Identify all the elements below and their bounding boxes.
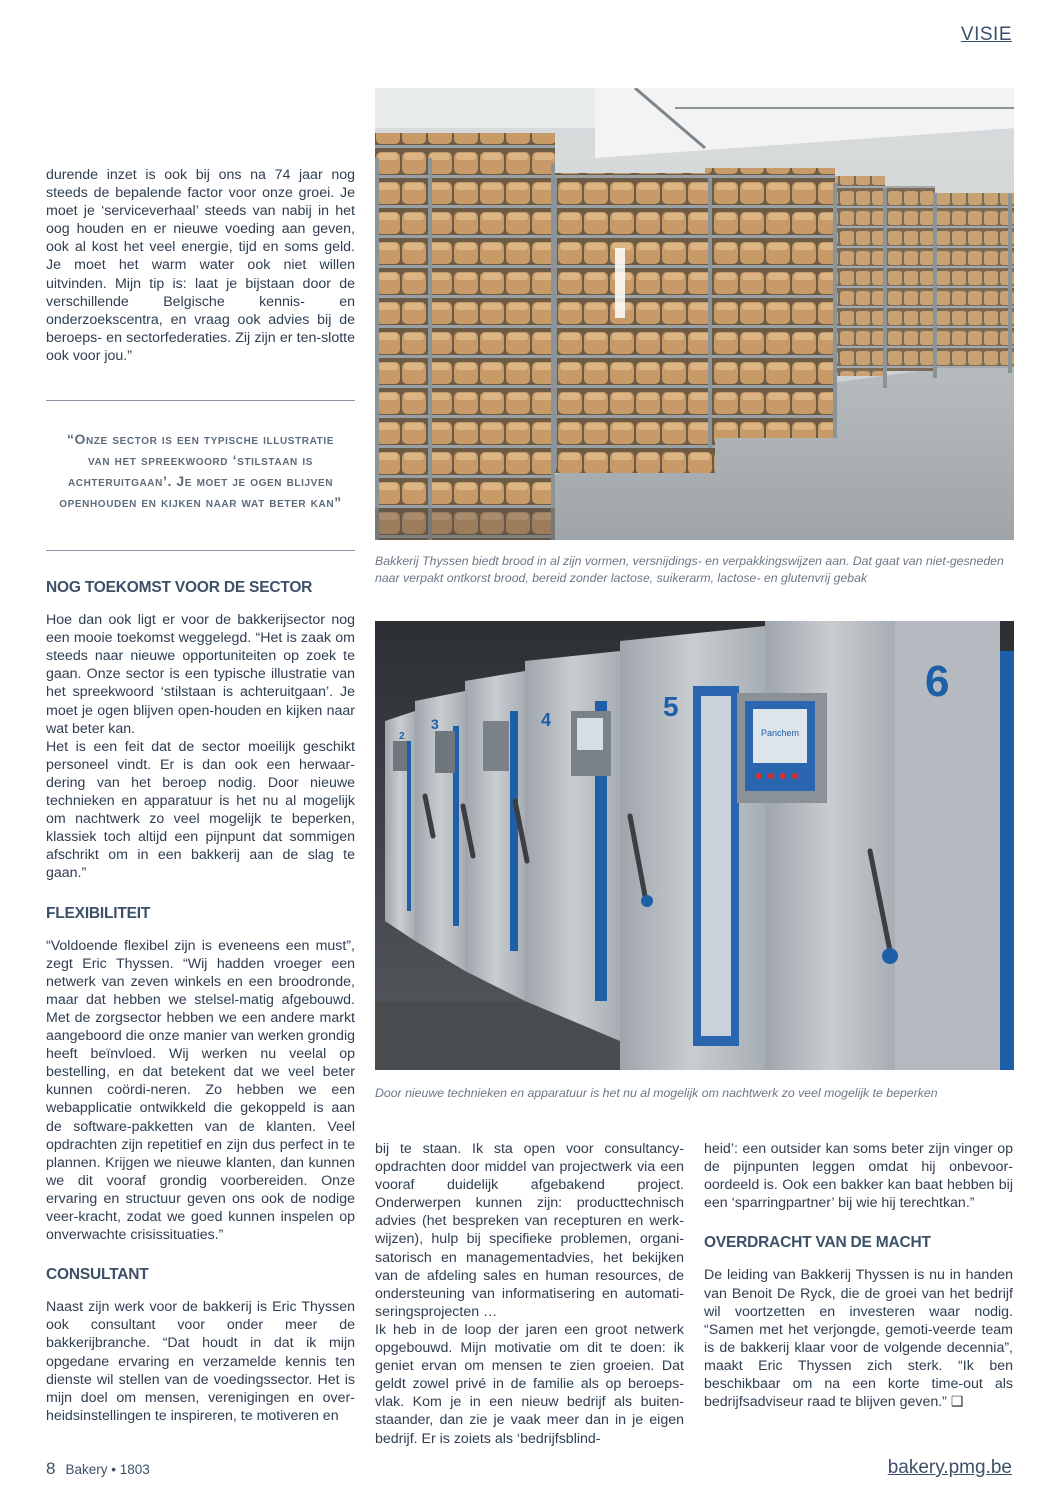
right-article-column <box>704 1140 1013 1411</box>
section-label: VISIE <box>960 24 1012 45</box>
page-number: 8 <box>46 1459 56 1478</box>
oven-number-3: 3 <box>431 716 439 732</box>
intro-paragraph: durende inzet is ook bij ons na 74 jaar nog steeds de bepalende factor voor onze groei. Je moet je ‘serviceverhaal’ steeds van nabij in het oog houden en er nieuwe voeding aan geven, ook al kost het veel energie, tijd en soms geld. Je moet het warm water ook niet willen uitvinden. Mijn tip is: laat je bijstaan door de verschillende Belgische kennis- en onderzoekscentra, en vraag ook advies bij de beroeps- en sectorfederaties. Zij zijn er ten-slotte ook voor jou.” <box>46 167 355 364</box>
paragraph: heid’: een outsider kan soms beter zijn vinger op de pijnpunten leggen omdat hij onbevoor-oordeeld is. Ook een bakker kan baat hebben bij een ‘sparringpartner’ bij wie hij terechtkan.” <box>704 1141 1013 1212</box>
ovens-photo <box>375 621 1014 1070</box>
intro-text-block <box>46 166 355 365</box>
heading-consultant: CONSULTANT <box>46 1266 149 1284</box>
website-link[interactable]: bakery.pmg.be <box>887 1457 1012 1478</box>
paragraph: “Voldoende flexibel zijn is eveneens een must”, zegt Eric Thyssen. “Wij hadden vroeger een netwerk van zeven winkels en een broodronde, maar dat hebben we stelsel-matig afgebouwd. Met de zorgsector hebben we een andere markt aangeboord die onze manier van werken grondig heeft beïnvloed. Wij werken nu veelal op bestelling, en dat betekent dat we veel beter kunnen coördi-neren. Zo hebben we een webapplicatie ontwikkeld die gekoppeld is aan de software-pakketten van de klanten. Veel opdrachten zijn repetitief en zijn dus perfect in te plannen. Krijgen we nieuwe klanten, dan kunnen we dit vooraf grondig voorbereiden. Onze ervaring en structuur geven ons ook de nodige veer-kracht, zodat we goed kunnen inspelen op onverwachte crisissituaties.” <box>46 937 355 1244</box>
paragraph: Naast zijn werk voor de bakkerij is Eric Thyssen ook consultant voor onder meer de bakkerijbranche. “Dat houdt in dat ik mijn opgedane ervaring en verzamelde kennis ten dienste wil stellen van de voedingssector. Het is mijn doel om mensen, verenigingen en over-heidsinstellingen te inspireren, te motiveren en <box>46 1299 355 1424</box>
left-article-column <box>46 579 355 1425</box>
paragraph: bij te staan. Ik sta open voor consultancy-opdrachten door middel van projectwerk via een vooraf duidelijk afgebakend project. Onderwerpen kunnen zijn: producttechnisch advies (het bespreken van recepturen en werk-wijzen), hulp bij specifieke problemen, organi-satorisch en managementadvies, het bekijken van de afdeling sales en human resources, de ondersteuning van informatisering en automati-seringsprojecten … <box>375 1141 684 1320</box>
oven-number-4: 4 <box>541 710 552 730</box>
paragraph: De leiding van Bakkerij Thyssen is nu in handen van Benoit De Ryck, die de groei van het bedrijf wil voortzetten en investeren waar nodig. “Samen met het verjongde, gemoti-veerde team is de bakkerij klaar voor de volgende decennia”, maakt Eric Thyssen zich sterk. “Ik ben beschikbaar om na een korte time-out als bedrijfsadviseur raad te blijven geven.” ❑ <box>704 1267 1013 1411</box>
oven-number-6: 6 <box>925 657 950 706</box>
pull-quote-box <box>46 400 355 551</box>
middle-article-column <box>375 1140 684 1448</box>
paragraph: Het is een feit dat de sector moeilijk geschikt personeel vindt. Er is dan ook een herwaar-dering van het beroep nodig. Door nieuwe technieken en apparatuur is het nu al mogelijk om nachtwerk zo veel mogelijk te beperken, klassiek toch altijd een pijnpunt dat sommigen afschrikt om in een bakkerij aan de slag te gaan.” <box>46 738 355 882</box>
bread-racks-photo <box>375 88 1014 540</box>
top-photo-caption: Bakkerij Thyssen biedt brood in al zijn vormen, versnijdings- en verpakkingswijzen aan. Dat gaat van niet-gesneden naar verpakt ontkorst brood, bereid zonder lactose, suikerarm, lactose- en glutenvrij gebak <box>375 554 1004 585</box>
heading-nog-toekomst: NOG TOEKOMST VOOR DE SECTOR <box>46 579 313 596</box>
paragraph: Ik heb in de loop der jaren een groot netwerk opgebouwd. Mijn motivatie om dit te doen: ik geniet ervan om mensen te zien groeien. Dat geldt zowel privé in de familie als op beroeps-vlak. Kom je in een nieuw bedrijf als buiten-staander, dan zie je vaak meer dan in je eigen bedrijf. Er is zoiets als ‘bedrijfsblind- <box>375 1321 684 1447</box>
paragraph: Hoe dan ook ligt er voor de bakkerijsector nog een mooie toekomst weggelegd. “Het is zaak om steeds naar nieuwe opportuniteiten op zoek te gaan. Onze sector is een typische illustratie van het spreekwoord ‘stilstaan is achteruitgaan’. Je moet je ogen blijven open-houden en kijken naar wat beter kan. <box>46 612 355 737</box>
oven-number-5: 5 <box>663 691 679 722</box>
oven-brand-logo: Panchem <box>761 728 800 738</box>
oven-number-2: 2 <box>399 731 405 742</box>
publication-name: Bakery • 1803 <box>65 1462 150 1477</box>
heading-overdracht: OVERDRACHT VAN DE MACHT <box>704 1234 931 1252</box>
bottom-photo-caption: Door nieuwe technieken en apparatuur is het nu al mogelijk om nachtwerk zo veel mogelijk te beperken <box>375 1086 938 1100</box>
heading-flexibiliteit: FLEXIBILITEIT <box>46 904 151 922</box>
pull-quote: “Onze sector is een typische illustratie van het spreekwoord ‘stilstaan is achteruitgaan’. Je moet je ogen blijven openhouden en kijken naar wat beter kan” <box>59 431 342 510</box>
footer-left <box>46 1459 150 1479</box>
